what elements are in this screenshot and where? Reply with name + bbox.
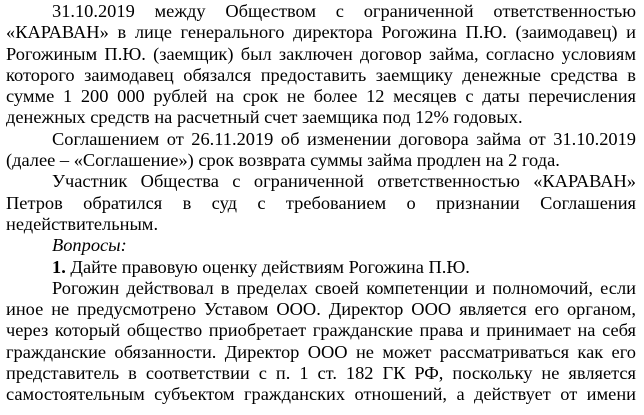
question-1 <box>6 257 636 278</box>
text-line: представитель в соответствии с п. 1 ст. 182 ГК РФ, поскольку не является <box>6 363 636 384</box>
text-line: недействительным. <box>6 213 159 234</box>
text-line: Соглашением от 26.11.2019 об изменении договора займа от 31.10.2019 <box>52 128 636 149</box>
question-number: 1. <box>52 256 66 277</box>
paragraph-lawsuit <box>6 171 636 235</box>
text-line: денежных средств на расчетный счет заемщика под 12% годовых. <box>6 107 523 128</box>
text-line: которого заимодавец обязался предоставить заемщику денежные средства в <box>6 64 636 85</box>
question-text: Дайте правовую оценку действиям Рогожина П.Ю. <box>65 256 470 277</box>
paragraph-amendment <box>6 129 636 172</box>
text-line: сумме 1 200 000 рублей на срок не более 12 месяцев с даты перечисления <box>6 86 636 107</box>
text-line: иное не предусмотрено Уставом ООО. Директор ООО является его органом, <box>6 299 636 320</box>
text-line: гражданские обязанности. Директор ООО не может рассматриваться как его <box>6 341 636 362</box>
text-line: Рогожиным П.Ю. (заемщик) был заключен договор займа, согласно условиям <box>6 43 636 64</box>
text-line: Рогожин действовал в пределах своей компетенции и полномочий, если <box>52 277 636 298</box>
questions-heading: Вопросы: <box>52 235 127 256</box>
text-line: через который общество приобретает гражданские права и принимает на себя <box>6 320 636 341</box>
text-line: самостоятельным субъектом гражданских отношений, а действует от имени <box>6 384 636 405</box>
paragraph-answer <box>6 278 636 406</box>
text-line: Петров обратился в суд с требованием о признании Соглашения <box>6 192 636 213</box>
paragraph-loan-agreement <box>6 1 636 129</box>
text-line: «КАРАВАН» в лице генерального директора Рогожина П.Ю. (заимодавец) и <box>6 22 636 43</box>
document-page <box>6 1 636 406</box>
text-line: (далее – «Соглашение») срок возврата суммы займа продлен на 2 года. <box>6 150 560 171</box>
text-line: Участник Общества с ограниченной ответственностью «КАРАВАН» <box>52 171 636 192</box>
text-line: 31.10.2019 между Обществом с ограниченной ответственностью <box>52 1 636 21</box>
